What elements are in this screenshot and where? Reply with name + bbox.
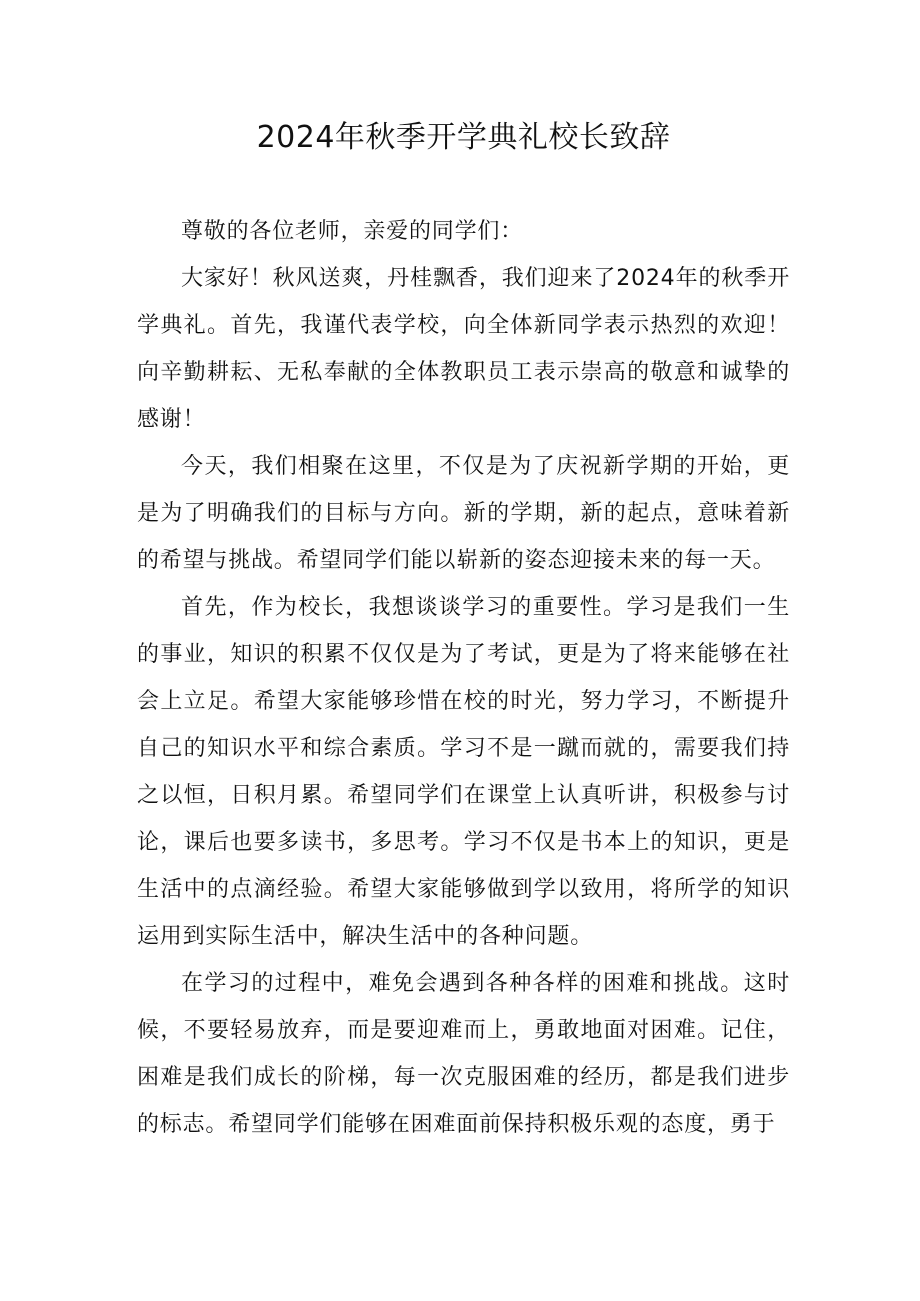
body-paragraph: 大家好！秋风送爽，丹桂飘香，我们迎来了2024年的秋季开学典礼。首先，我谨代表学校，向全体新同学表示热烈的欢迎！向辛勤耕耘、无私奉献的全体教职员工表示崇高的敬意和诚挚的感谢！ [137,266,790,432]
document-title: 2024年秋季开学典礼校长致辞 [256,120,671,155]
salutation-paragraph: 尊敬的各位老师，亲爱的同学们： [181,219,524,244]
body-paragraph: 今天，我们相聚在这里，不仅是为了庆祝新学期的开始，更是为了明确我们的目标与方向。新的学期，新的起点，意味着新的希望与挑战。希望同学们能以崭新的姿态迎接未来的每一天。 [137,454,790,573]
body-paragraph: 在学习的过程中，难免会遇到各种各样的困难和挑战。这时候，不要轻易放弃，而是要迎难而上，勇敢地面对困难。记住，困难是我们成长的阶梯，每一次克服困难的经历，都是我们进步的标志。希望同学们能够在困难面前保持积极乐观的态度，勇于 [137,971,790,1137]
body-paragraph: 首先，作为校长，我想谈谈学习的重要性。学习是我们一生的事业，知识的积累不仅仅是为了考试，更是为了将来能够在社会上立足。希望大家能够珍惜在校的时光，努力学习，不断提升自己的知识水平和综合素质。学习不是一蹴而就的，需要我们持之以恒，日积月累。希望同学们在课堂上认真听讲，积极参与讨论，课后也要多读书，多思考。学习不仅是书本上的知识，更是生活中的点滴经验。希望大家能够做到学以致用，将所学的知识运用到实际生活中，解决生活中的各种问题。 [137,595,790,949]
